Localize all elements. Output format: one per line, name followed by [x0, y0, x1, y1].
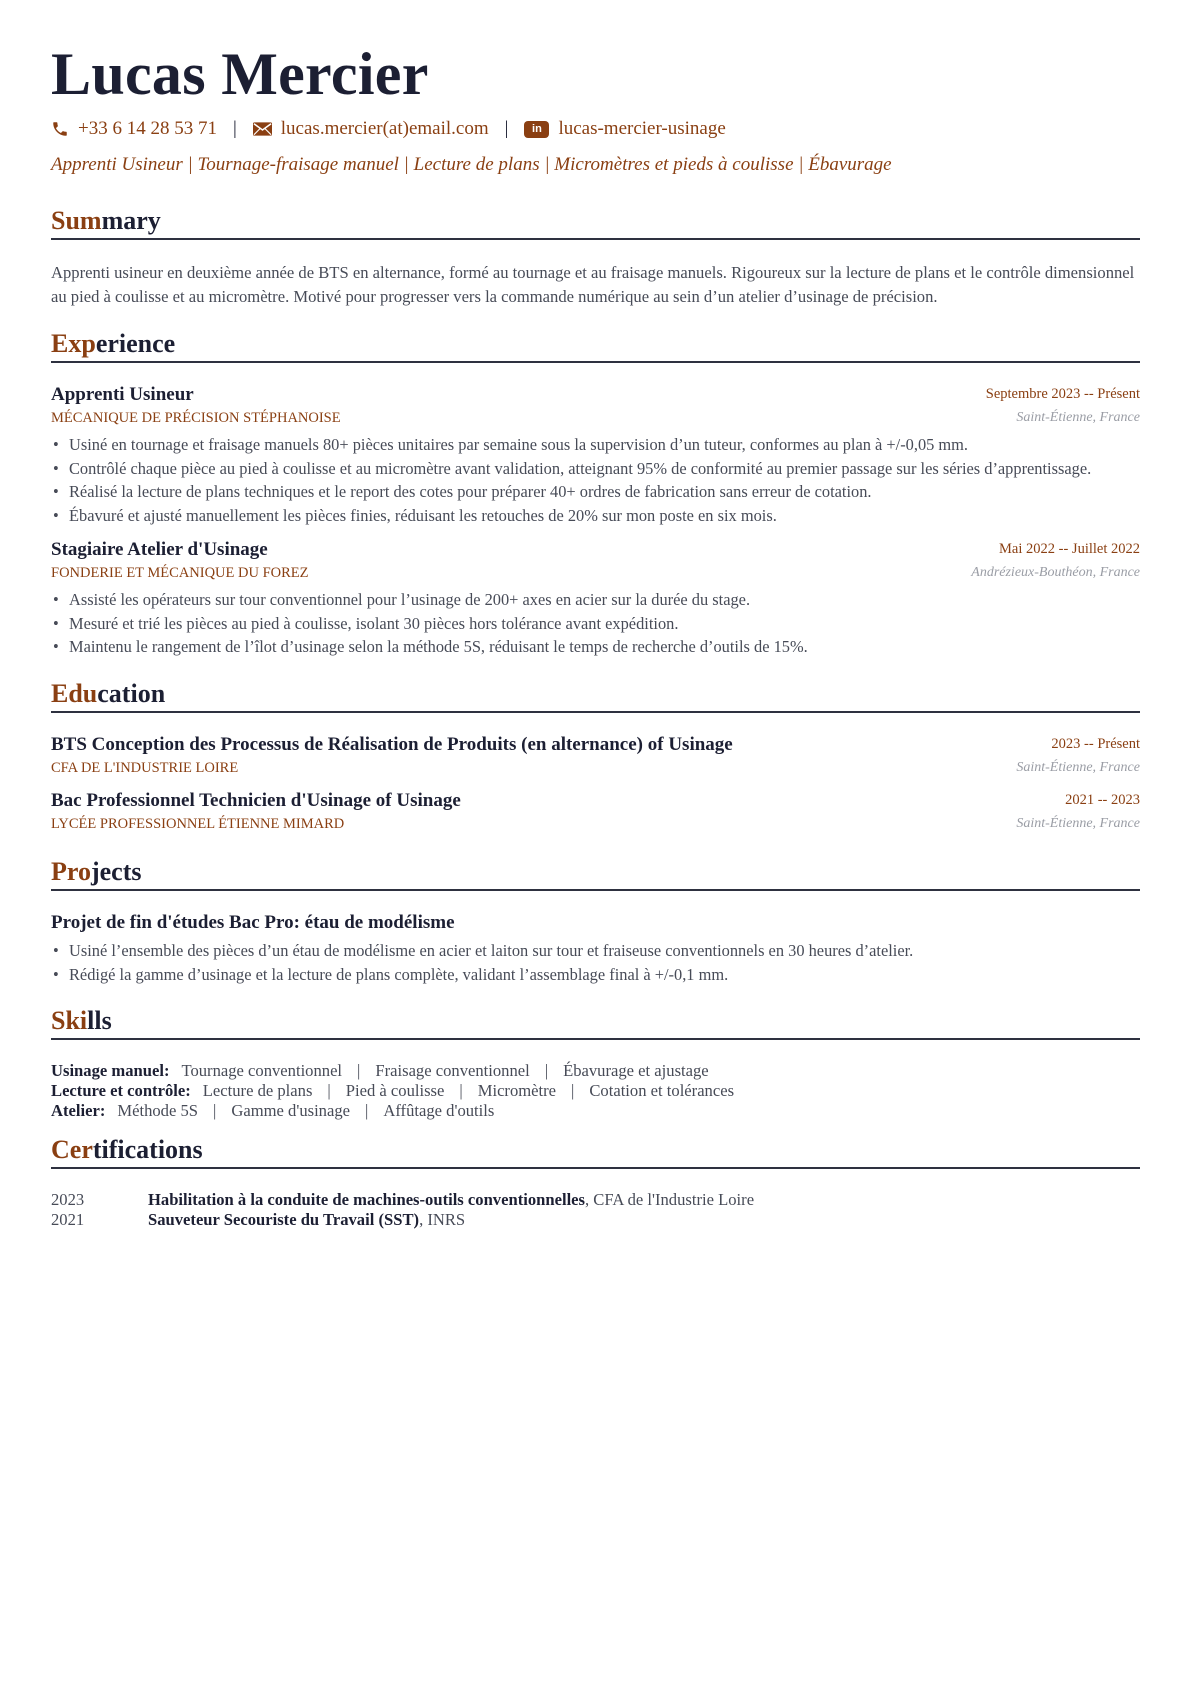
section-heading: Education — [51, 679, 1140, 713]
job-location: Andrézieux-Bouthéon, France — [971, 564, 1140, 580]
certifications-list — [51, 1190, 1140, 1230]
school-name: CFA DE L'INDUSTRIE LOIRE — [51, 759, 239, 776]
cert-year: 2021 — [51, 1210, 85, 1230]
contact-separator: | — [504, 118, 509, 139]
section-heading: Projects — [51, 857, 1140, 891]
job-dates: Mai 2022 -- Juillet 2022 — [999, 540, 1140, 557]
summary-section — [51, 206, 1140, 309]
list-item: • Rédigé la gamme d’usinage et la lecture de plans complète, validant l’assemblage final à +/-0,1 mm. — [51, 963, 1140, 987]
list-item: • Maintenu le rangement de l’îlot d’usinage selon la méthode 5S, réduisant le temps de recherche d’outils de 15%. — [51, 635, 1140, 659]
section-heading: Certifications — [51, 1135, 1140, 1169]
list-item: • Contrôlé chaque pièce au pied à coulisse et au micromètre avant validation, atteignant 95% de conformité au premier passage sur les séries d’apprentissage. — [51, 457, 1140, 481]
cert-name: Sauveteur Secouriste du Travail (SST) — [148, 1210, 420, 1230]
experience-entry — [51, 383, 1140, 528]
certifications-section — [51, 1135, 1140, 1230]
skill-item: Méthode 5S — [117, 1101, 199, 1121]
last-name: Mercier — [221, 41, 429, 107]
list-item: • Mesuré et trié les pièces au pied à coulisse, isolant 30 pièces hors tolérance avant expédition. — [51, 612, 1140, 636]
email-contact[interactable] — [253, 118, 489, 140]
school-location: Saint-Étienne, France — [1016, 815, 1140, 831]
project-title: Projet de fin d'études Bac Pro: étau de modélisme — [51, 911, 455, 933]
school-name: LYCÉE PROFESSIONNEL ÉTIENNE MIMARD — [51, 815, 345, 832]
skill-item: Tournage conventionnel — [181, 1061, 343, 1081]
skill-item: Fraisage conventionnel — [375, 1061, 530, 1081]
degree-title: Bac Professionnel Technicien d'Usinage of Usinage — [51, 789, 461, 811]
list-item: • Usiné en tournage et fraisage manuels 80+ pièces unitaires par semaine sous la supervision d’un tuteur, conformes au plan à +/-0,05 mm. — [51, 433, 1140, 457]
education-entry — [51, 733, 1140, 779]
phone-icon — [51, 120, 69, 138]
experience-entry — [51, 538, 1140, 659]
first-name: Lucas — [51, 41, 206, 107]
candidate-name — [51, 38, 1140, 110]
skill-category: Atelier: — [51, 1101, 106, 1121]
section-heading: Summary — [51, 206, 1140, 240]
list-item: • Assisté les opérateurs sur tour conventionnel pour l’usinage de 200+ axes en acier sur la durée du stage. — [51, 588, 1140, 612]
contact-line — [51, 118, 1140, 140]
cert-name: Habilitation à la conduite de machines-outils conventionnelles — [148, 1190, 585, 1210]
phone-contact[interactable] — [51, 118, 217, 140]
job-dates: Septembre 2023 -- Présent — [985, 386, 1140, 402]
skill-row: Lecture et contrôle: Lecture de plans | Pied à coulisse | Micromètre | Cotation et tolérances — [51, 1081, 735, 1101]
list-item: • Ébavuré et ajusté manuellement les pièces finies, réduisant les retouches de 20% sur mon poste en six mois. — [51, 504, 1140, 528]
employer: FONDERIE ET MÉCANIQUE DU FOREZ — [51, 564, 309, 581]
envelope-icon — [253, 122, 272, 136]
skill-item: Pied à coulisse — [345, 1081, 445, 1101]
skill-category: Lecture et contrôle: — [51, 1081, 191, 1101]
projects-section — [51, 857, 1140, 986]
job-bullets — [51, 433, 1140, 528]
cert-issuer: , CFA de l'Industrie Loire — [585, 1190, 755, 1210]
degree-title: BTS Conception des Processus de Réalisation de Produits (en alternance) of Usinage — [51, 733, 733, 755]
email-address: lucas.mercier(at)email.com — [280, 118, 489, 139]
linkedin-contact[interactable] — [524, 118, 725, 140]
project-bullets — [51, 939, 1140, 986]
section-heading: Skills — [51, 1006, 1140, 1040]
school-location: Saint-Étienne, France — [1016, 759, 1140, 775]
job-location: Saint-Étienne, France — [1016, 410, 1140, 425]
education-section — [51, 679, 1140, 835]
phone-number: +33 6 14 28 53 71 — [78, 118, 217, 139]
skill-item: Lecture de plans — [202, 1081, 313, 1101]
experience-section — [51, 329, 1140, 659]
education-entry — [51, 789, 1140, 835]
employer: MÉCANIQUE DE PRÉCISION STÉPHANOISE — [51, 410, 341, 426]
skill-item: Gamme d'usinage — [231, 1101, 351, 1121]
cert-year: 2023 — [51, 1190, 85, 1210]
skill-category: Usinage manuel: — [51, 1061, 170, 1081]
skill-item: Affûtage d'outils — [383, 1101, 495, 1121]
linkedin-icon: in — [524, 121, 549, 138]
skills-list — [51, 1061, 1140, 1121]
skill-row: Atelier: Méthode 5S | Gamme d'usinage | Affûtage d'outils — [51, 1101, 495, 1121]
job-title: Apprenti Usineur — [51, 384, 194, 405]
cert-row — [51, 1190, 1140, 1210]
job-title: Stagiaire Atelier d'Usinage — [51, 538, 268, 560]
skill-item: Cotation et tolérances — [589, 1081, 735, 1101]
skill-item: Micromètre — [477, 1081, 557, 1101]
section-heading: Experience — [51, 329, 1140, 363]
linkedin-handle: lucas-mercier-usinage — [558, 118, 726, 139]
job-bullets — [51, 588, 1140, 659]
degree-dates: 2023 -- Présent — [1051, 735, 1140, 752]
cert-issuer: , INRS — [419, 1210, 466, 1230]
summary-text: Apprenti usineur en deuxième année de BTS en alternance, formé au tournage et au fraisage manuels. Rigoureux sur la lecture de plans et le contrôle dimensionnel au pied à coulisse et au micromètre. Motivé pour progresser vers la commande numérique au sein d’un atelier d’usinage de précision. — [51, 263, 1135, 306]
skill-row: Usinage manuel: Tournage conventionnel | Fraisage conventionnel | Ébavurage et ajustage — [51, 1061, 709, 1081]
tagline: Apprenti Usineur | Tournage-fraisage manuel | Lecture de plans | Micromètres et pieds à coulisse | Ébavurage — [51, 154, 892, 175]
degree-dates: 2021 -- 2023 — [1065, 791, 1140, 808]
contact-separator: | — [232, 118, 237, 139]
list-item: • Usiné l’ensemble des pièces d’un étau de modélisme en acier et laiton sur tour et fraiseuse conventionnels en 30 heures d’atelier. — [51, 939, 1140, 963]
skill-item: Ébavurage et ajustage — [563, 1061, 709, 1081]
skills-section — [51, 1006, 1140, 1121]
list-item: • Réalisé la lecture de plans techniques et le report des cotes pour préparer 40+ ordres de fabrication sans erreur de cotation. — [51, 480, 1140, 504]
cert-row — [51, 1210, 1140, 1230]
